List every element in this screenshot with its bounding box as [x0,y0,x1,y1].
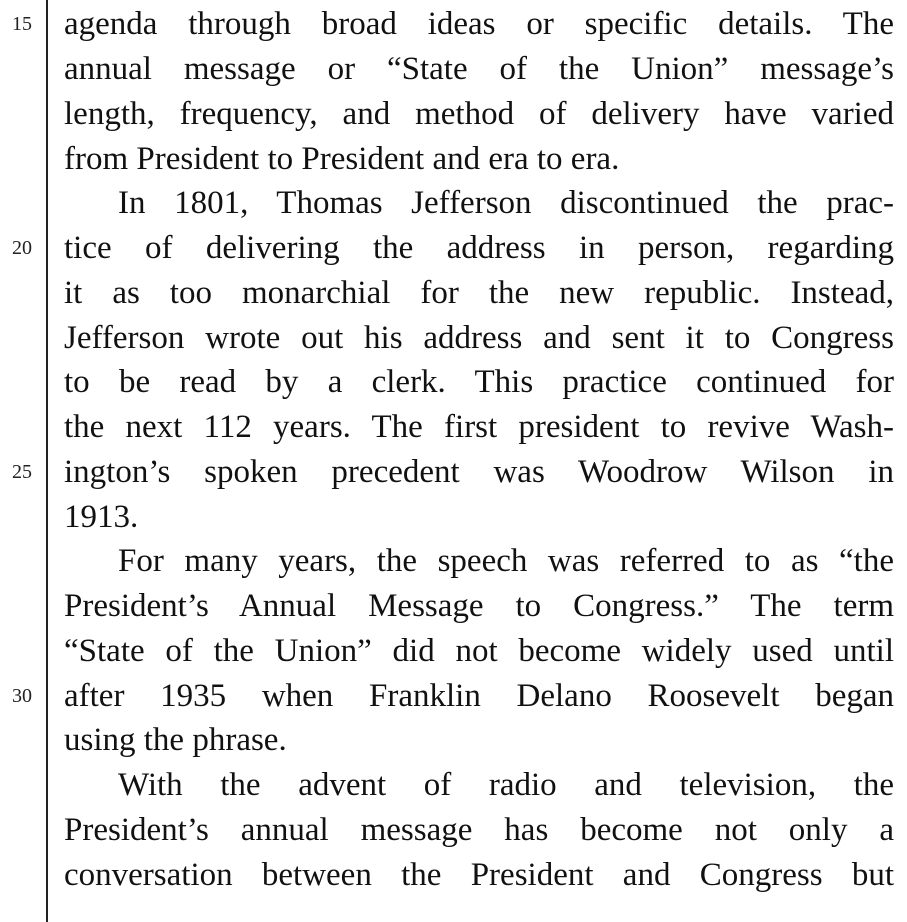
text-line-5: In 1801, Thomas Jefferson discontinued the prac- [118,185,894,221]
text-line-13: For many years, the speech was referred to as “the [118,543,894,579]
text-line-3: length, frequency, and method of delivery have varied [64,96,894,132]
text-line-1: agenda through broad ideas or specific details. The [64,6,894,42]
text-line-18: With the advent of radio and television, the [118,767,894,803]
line-number-25: 25 [12,461,32,483]
text-line-12: 1913. [64,499,139,535]
text-line-8: Jefferson wrote out his address and sent it to Congress [64,320,894,356]
text-line-19: President’s annual message has become not only a [64,812,894,848]
text-line-11: ington’s spoken precedent was Woodrow Wilson in [64,454,894,490]
text-line-2: annual message or “State of the Union” message’s [64,51,894,87]
line-number-20: 20 [12,237,32,259]
text-line-9: to be read by a clerk. This practice continued for [64,364,894,400]
text-line-7: it as too monarchial for the new republic. Instead, [64,275,894,311]
text-line-14: President’s Annual Message to Congress.” The term [64,588,894,624]
text-line-10: the next 112 years. The first president to revive Wash- [64,409,894,445]
margin-rule [46,0,48,922]
line-number-15: 15 [12,13,32,35]
line-number-30: 30 [12,685,32,707]
text-line-20: conversation between the President and Congress but [64,857,894,893]
text-line-17: using the phrase. [64,722,287,758]
text-line-4: from President to President and era to era. [64,141,620,177]
text-line-16: after 1935 when Franklin Delano Roosevelt began [64,678,894,714]
text-line-15: “State of the Union” did not become widely used until [64,633,894,669]
text-line-6: tice of delivering the address in person, regarding [64,230,894,266]
